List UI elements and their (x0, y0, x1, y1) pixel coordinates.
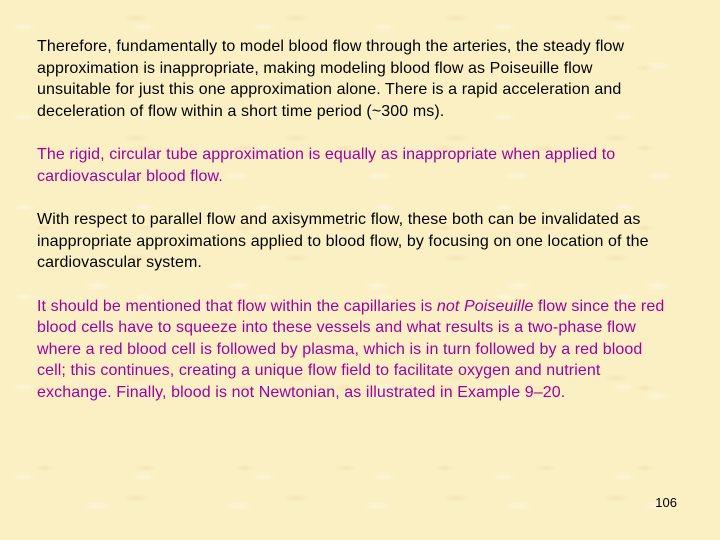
slide-content (37, 36, 667, 403)
capillaries-text-end: flow since the red blood cells have to squeeze into these vessels and what results is a two-phase flow where a red blood cell is followed by plasma, which is in turn followed by a red blood cell; this continues, creating a unique flow field to facilitate oxygen and nutrient exchange. Finally, blood is not Newtonian, as illustrated in Example 9–20. (37, 297, 665, 401)
page-number: 106 (655, 495, 677, 510)
paragraph-steady-flow: Therefore, fundamentally to model blood flow through the arteries, the steady flow approximation is inappropriate, making modeling blood flow as Poiseuille flow unsuitable for just this one approximation alone. There is a rapid acceleration and deceleration of flow within a short time period (~300 ms). (37, 38, 625, 120)
paragraph-capillaries (37, 296, 667, 404)
paragraph-rigid-tube: The rigid, circular tube approximation is equally as inappropriate when applied to cardiovascular blood flow. (37, 146, 616, 185)
capillaries-text-start: It should be mentioned that flow within the capillaries is (37, 297, 437, 315)
not-poiseuille-emphasis: not Poiseuille (436, 297, 534, 315)
paragraph-parallel-flow: With respect to parallel flow and axisymmetric flow, these both can be invalidated as inappropriate approximations applied to blood flow, by focusing on one location of the cardiovascular system. (37, 211, 649, 271)
